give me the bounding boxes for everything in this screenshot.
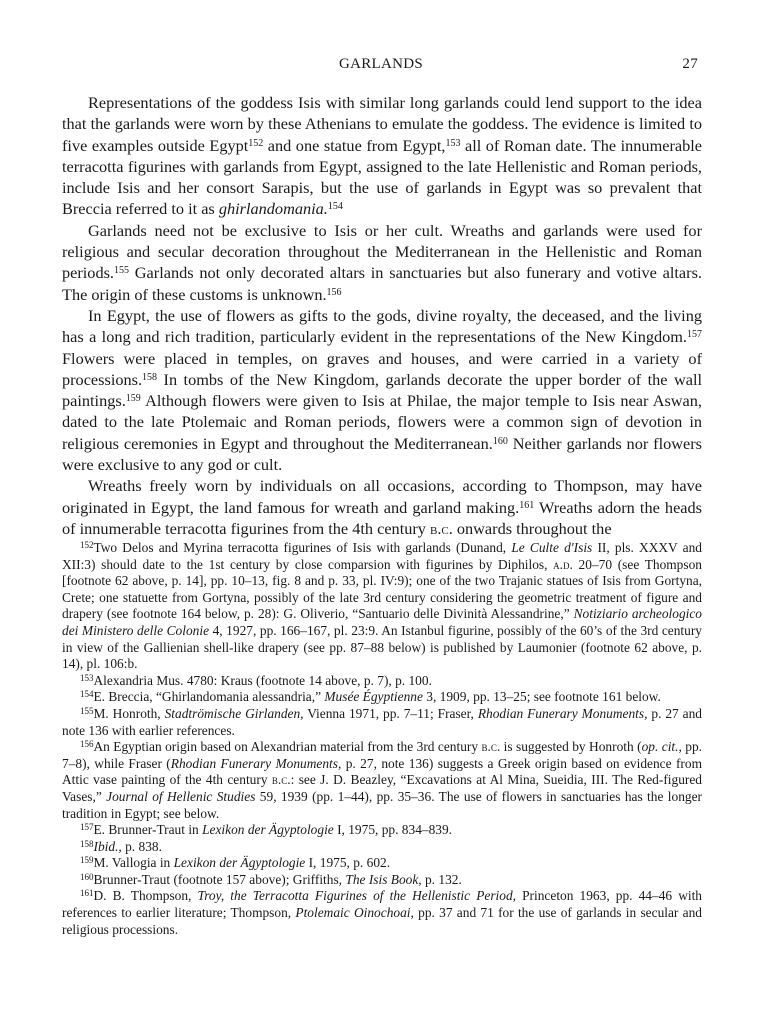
text-run: p. 838. [121, 838, 162, 854]
text-run: pp. 37 and 71 for the use of garlands in secular and religious processions. [62, 905, 702, 937]
text-run: pp. 7–8), while Fraser ( [62, 739, 702, 771]
italic-title: Rhodian Funerary Monuments, [170, 755, 342, 771]
text-run: Wreaths adorn the heads of innumerable terracotta figurines from the 4th century [62, 497, 703, 538]
footnote-ref[interactable]: 158 [142, 371, 158, 383]
text-run: Representations of the goddess Isis with similar long garlands could lend support to the idea that the garlands were worn by these Athenians to emulate the goddess. The evidence is limited to five examples outside Egypt [62, 93, 702, 155]
italic-title: Rhodian Funerary Monuments, [477, 705, 648, 721]
body-text [62, 92, 702, 539]
italic-title: Le Culte d'Isis [511, 540, 593, 555]
footnote-number: 152 [80, 540, 94, 550]
footnote-ref[interactable]: 154 [327, 201, 343, 213]
footnote-159 [62, 855, 702, 872]
text-run: 59, 1939 (pp. 1–44), pp. 35–36. The use of flowers in sanctuaries has the longer tradition in Egypt; see below. [62, 788, 702, 821]
footnote-ref[interactable]: 159 [125, 393, 141, 405]
text-run: Neither garlands nor flowers were exclusive to any god or cult. [62, 433, 702, 475]
footnote-number: 154 [80, 689, 94, 700]
text-run: M. Honroth, [93, 705, 165, 721]
paragraph [62, 92, 702, 220]
footnote-number: 157 [80, 822, 94, 833]
text-run: Garlands not only decorated altars in sanctuaries but also funerary and votive altars. The origin of these customs is unknown. [62, 263, 702, 304]
footnote-number: 159 [80, 855, 94, 866]
italic-term: ghirlandomania. [218, 199, 328, 219]
italic-title: Ibid., [93, 838, 122, 854]
paragraph [62, 475, 702, 539]
text-run: onwards throughout the [452, 518, 612, 538]
text-run: Brunner-Traut (footnote 157 above); Griffiths, [93, 871, 346, 887]
footnote-ref[interactable]: 161 [519, 499, 535, 511]
footnote-ref[interactable]: 155 [114, 265, 129, 277]
footnote-number: 158 [80, 838, 94, 849]
italic-title: Journal of Hellenic Studies [106, 788, 256, 804]
running-title: GARLANDS [338, 56, 424, 72]
text-run: Wreaths freely worn by individuals on all occasions, according to Thompson, may have originated in Egypt, the land famous for wreath and garland making. [62, 476, 702, 517]
italic-title: Troy, the Terracotta Figurines of the Hellenistic Period, [197, 888, 516, 904]
text-run: E. Breccia, “Ghirlandomania alessandria,” [93, 689, 325, 705]
text-run: 3, 1909, pp. 13–25; see footnote 161 below. [422, 689, 661, 705]
italic-title: The Isis Book, [345, 871, 422, 887]
footnote-155 [62, 706, 702, 739]
footnote-number: 155 [80, 705, 94, 716]
footnote-number: 153 [80, 672, 94, 683]
text-run: E. Brunner-Traut in [93, 822, 203, 838]
text-run: Garlands need not be exclusive to Isis or her cult. Wreaths and garlands were used for religious and secular decoration throughout the Mediterranean in the Hellenistic and Roman periods. [62, 220, 702, 283]
footnotes [62, 540, 702, 938]
text-run: Princeton 1963, pp. 44–46 with references to earlier literature; Thompson, [62, 888, 702, 921]
small-caps-era: b.c. [430, 518, 453, 538]
italic-title: Ptolemaic Oinochoai, [295, 905, 414, 921]
text-run: Although flowers were given to Isis at Philae, the major temple to Isis near Aswan, dated to the late Ptolemaic and Roman periods, flowers were a common sign of devotion in religious ceremonies in Egypt and throughout the Mediterranean. [62, 391, 702, 453]
text-run: all of Roman date. The innumerable terracotta figurines with garlands from Egypt, assigned to the late Hellenistic and Roman periods, include Isis and her consort Sarapis, but the use of garlands in Egypt was so prevalent that Breccia referred to it as [62, 135, 702, 219]
text-run: Flowers were placed in temples, on graves and houses, and were carried in a variety of processions. [62, 348, 702, 389]
paragraph [62, 305, 702, 475]
text-run: p. 27, note 136) suggests a Greek origin based on evidence from Attic vase painting of the 4th century [62, 755, 702, 788]
footnote-152 [62, 540, 702, 673]
footnote-number: 156 [80, 739, 94, 750]
text-run: D. B. Thompson, [93, 888, 198, 904]
footnote-158 [62, 839, 702, 856]
small-caps-era: a.d. [553, 556, 573, 572]
italic-title: op. cit., [641, 739, 682, 755]
italic-title: Musée Égyptienne [324, 689, 423, 705]
text-run: Vienna 1971, pp. 7–11; Fraser, [303, 705, 478, 721]
text-run: Two Delos and Myrina terracotta figurines of Isis with garlands (Dunand, [93, 540, 512, 555]
text-run: In tombs of the New Kingdom, garlands decorate the upper border of the wall paintings. [62, 369, 702, 411]
footnote-161 [62, 888, 702, 938]
footnote-ref[interactable]: 153 [445, 137, 461, 149]
footnote-157 [62, 822, 702, 839]
italic-title: Stadtrömische Girlanden, [164, 705, 304, 721]
text-run: I, 1975, pp. 834–839. [333, 822, 453, 838]
italic-title: Lexikon der Ägyptologie [202, 822, 334, 838]
footnote-number: 161 [80, 888, 94, 899]
italic-title: Notiziario archeologico dei Ministero delle Colonie [62, 606, 702, 638]
text-run: M. Vallogia in [93, 855, 174, 871]
footnote-153 [62, 673, 702, 690]
text-run: 20–70 (see Thompson [footnote 62 above, p. 14], pp. 10–13, fig. 8 and p. 33, pl. IV:9); one of the two Trajanic statues of Isis from Gortyna, Crete; one statuette from Gortyna, possibly of the late 3rd century considering the geometric treatment of figure and drapery (see footnote 164 below, p. 28): G. Oliverio, “Santuario delle Divinità Alessandrine,” [62, 556, 702, 622]
text-run: An Egyptian origin based on Alexandrian material from the 3rd century [93, 739, 482, 755]
footnote-ref[interactable]: 157 [687, 329, 702, 341]
small-caps-era: b.c. [481, 739, 501, 755]
text-run: and one statue from Egypt, [263, 135, 446, 155]
text-run: is suggested by Honroth ( [500, 739, 642, 755]
footnote-160 [62, 872, 702, 889]
italic-title: Lexikon der Ägyptologie [173, 855, 306, 871]
footnote-ref[interactable]: 152 [248, 137, 264, 149]
page-number: 27 [682, 56, 698, 72]
footnote-ref[interactable]: 160 [492, 435, 508, 447]
text-run: In Egypt, the use of flowers as gifts to the gods, divine royalty, the deceased, and the living has a long and rich tradition, particularly evident in the representations of the New Kingdom. [62, 305, 702, 347]
text-run: I, 1975, p. 602. [305, 855, 391, 871]
text-run: 4, 1927, pp. 166–167, pl. 23:9. An Istanbul figurine, possibly of the 60’s of the 3rd century in view of the Gallienian shell-like drapery (see pp. 87–88 below) is published by Laumonier (footnote 62 above, p. 14), pl. 106:b. [62, 622, 703, 672]
running-header [62, 56, 700, 80]
footnote-154 [62, 689, 702, 706]
text-run: Alexandria Mus. 4780: Kraus (footnote 14 above, p. 7), p. 100. [93, 672, 432, 688]
text-run: p. 132. [421, 871, 462, 887]
text-run: see J. D. Beazley, “Excavations at Al Mina, Sueidia, III. The Red-figured Vases,” [62, 772, 702, 804]
paragraph [62, 220, 702, 305]
footnote-ref[interactable]: 156 [326, 286, 342, 298]
footnote-156 [62, 739, 702, 822]
text-run: II, pls. XXXV and XII:3) should date to the 1st century by close comparsion with figurines by Diphilos, [62, 540, 702, 572]
text-run: p. 27 and note 136 with earlier references. [62, 705, 702, 738]
footnote-number: 160 [80, 871, 94, 882]
small-caps-era: b.c.: [271, 772, 295, 788]
